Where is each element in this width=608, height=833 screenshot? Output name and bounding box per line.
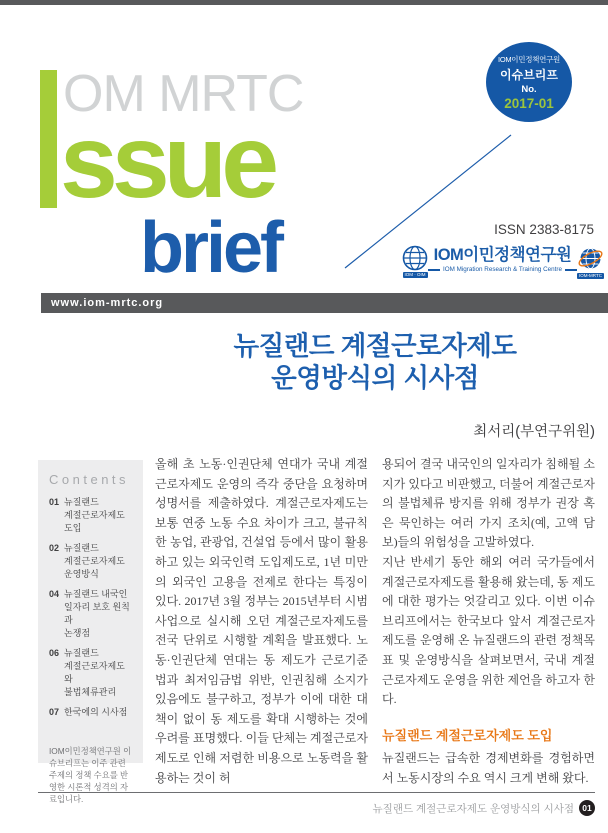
- iom-globe-icon: [402, 245, 428, 271]
- contents-heading: Contents: [49, 472, 130, 487]
- toc-line: 뉴질랜드 내국인: [64, 589, 128, 599]
- toc-line: 계절근로자제도와: [64, 661, 125, 684]
- top-rule: [0, 0, 608, 5]
- mrtc-globe-caption: IOM-MRTC: [579, 273, 602, 278]
- mrtc-globe-logo: [577, 245, 604, 279]
- institute-logo-row: [402, 245, 602, 279]
- article-title-line1: 뉴질랜드 계절근로자제도: [233, 331, 517, 361]
- page-number-badge: 01: [579, 800, 595, 816]
- website-url-bar: www.iom-mrtc.org: [41, 293, 608, 313]
- body-paragraph: 지난 반세기 동안 해외 여러 국가들에서 계절근로자제도를 활용해 왔는데, 동 제도에 대한 평가는 엇갈리고 있다. 이번 이슈브리프에서는 한국보다 앞서 계절근로자제도를 운영해 온 뉴질랜드의 관련 정책목표 및 운영방식을 살펴보면서, 국내 계절근로자제도 운영을 위한 제언을 하고자 한다.: [382, 554, 595, 707]
- footer: [373, 800, 595, 816]
- toc-item-1: [49, 496, 133, 535]
- body-column-2: [382, 455, 595, 789]
- toc-item-number: 02: [49, 543, 60, 553]
- badge-no-label: No.: [521, 83, 537, 95]
- toc-item-number: 06: [49, 648, 60, 658]
- author-byline: 최서리(부연구위원): [473, 424, 595, 440]
- body-paragraph: 용되어 결국 내국인의 일자리가 침해될 소지가 있다고 비판했고, 더불어 계절근로자의 불법체류 방지를 위해 정부가 권장 혹은 묵인하는 여러 가지 조치(예, 고액 담보)들의 위험성을 고발하였다.: [382, 457, 595, 550]
- toc-item-text: [64, 706, 127, 719]
- article-title: [155, 330, 595, 395]
- toc-line: 뉴질랜드: [64, 648, 99, 658]
- toc-line: 뉴질랜드: [64, 497, 99, 507]
- toc-item-2: [49, 542, 133, 581]
- contents-sidebar: [38, 460, 143, 804]
- toc-line: 한국에의 시사점: [64, 707, 128, 717]
- toc-item-text: [64, 542, 125, 581]
- logo-brief: brief: [140, 208, 282, 288]
- body-paragraph: 뉴질랜드는 급속한 경제변화를 경험하면서 노동시장의 수요 역시 크게 변해 왔다.: [382, 751, 595, 785]
- toc-line: 논쟁점: [64, 628, 91, 638]
- issn-number: ISSN 2383-8175: [494, 222, 594, 237]
- logo-issue: ssue: [60, 104, 274, 220]
- issue-number-badge: [486, 42, 572, 122]
- toc-item-4: [49, 647, 133, 699]
- toc-item-number: 01: [49, 497, 60, 507]
- toc-item-3: [49, 588, 133, 640]
- badge-issue-number: 2017-01: [504, 95, 554, 111]
- toc-item-number: 07: [49, 707, 60, 717]
- institute-name-en-row: [428, 266, 577, 273]
- iom-globe-caption: IOM · OIM: [404, 272, 426, 277]
- article-body: [155, 455, 595, 789]
- mrtc-globe-icon: [577, 245, 604, 272]
- toc-line: 일자리 보호 원칙과: [64, 602, 130, 625]
- institute-name-ko: IOM이민정책연구원: [433, 246, 572, 264]
- logo-green-i-bar: [40, 70, 57, 208]
- institute-name-en: IOM Migration Research & Training Centre: [443, 266, 562, 274]
- logo-om-mrtc: OM MRTC: [63, 65, 304, 123]
- badge-type: 이슈브리프: [500, 67, 558, 82]
- contents-note: IOM이민정책연구원 이슈브리프는 이주 관련 주제의 정책 수요를 반영한 시론적 성격의 자료입니다.: [49, 746, 132, 804]
- toc-item-number: 04: [49, 589, 60, 599]
- body-column-1: [155, 455, 368, 789]
- toc-line: 뉴질랜드: [64, 543, 99, 553]
- footer-rule: [38, 792, 595, 793]
- section-heading: 뉴질랜드 계절근로자제도 도입: [382, 727, 553, 743]
- toc-item-5: [49, 706, 133, 719]
- left-rule: [428, 269, 440, 271]
- institute-name-block: [428, 245, 577, 273]
- badge-org: IOM이민정책연구원: [498, 54, 560, 64]
- toc-item-text: [64, 496, 133, 535]
- toc-item-text: [64, 647, 133, 699]
- toc-line: 계절근로자제도: [64, 556, 125, 566]
- iom-globe-logo: [402, 245, 428, 278]
- body-paragraph: 올해 초 노동·인권단체 연대가 국내 계절근로자제도 운영의 즉각 중단을 요청하며 성명서를 제출하였다. 계절근로자제도는 보통 연중 노동 수요 차이가 크고, 불규칙한 농업, 관광업, 건설업 등에서 많이 활용하고 있는 외국인력 도입제도로, 1년 미만의 외국인 고용을 전제로 한다는 특징이 있다. 2017년 3월 정부는 2015년부터 시범사업으로 실시해 오던 계절근로자제도를 전국 단위로 시행할 계획을 발표했다. 노동·인권단체 연대는 동 제도가 근로기준법과 최저임금법 위반, 인권침해 소지가 있음에도 불구하고, 정부가 이에 대한 대책이 없이 동 제도를 확대 시행하는 것에 우려를 표명했다. 이들 단체는 계절근로자제도로 인해 저렴한 비용으로 노동력을 활용하는 것이 허: [155, 457, 368, 785]
- toc-line: 운영방식: [64, 569, 99, 579]
- footer-running-title: 뉴질랜드 계절근로자제도 운영방식의 시사점: [372, 802, 574, 815]
- toc-line: 불법체류관리: [64, 687, 117, 697]
- toc-item-text: [64, 588, 133, 640]
- toc-line: 계절근로자제도 도입: [64, 510, 125, 533]
- right-rule: [565, 269, 577, 271]
- article-title-line2: 운영방식의 시사점: [271, 363, 479, 394]
